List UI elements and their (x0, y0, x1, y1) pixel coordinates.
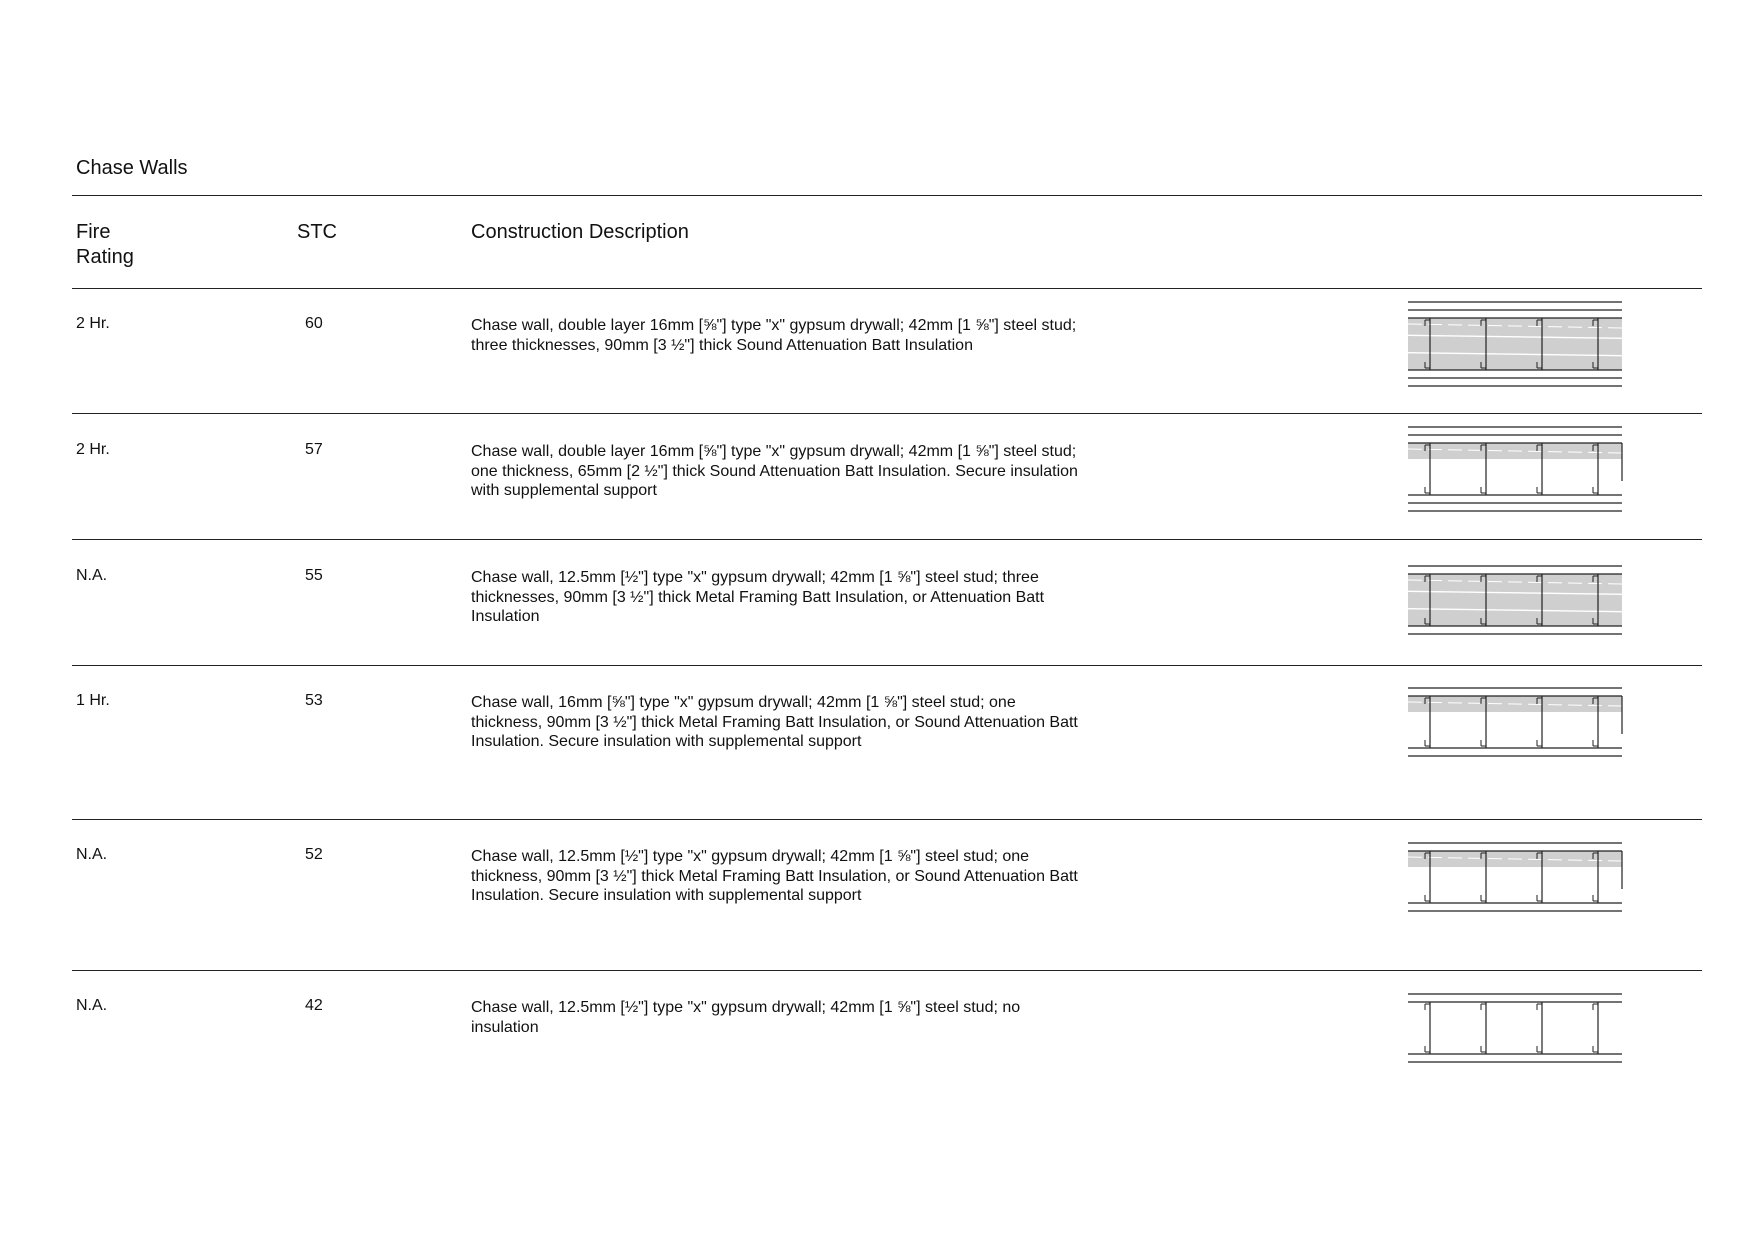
stud-flange-bottom (1593, 1046, 1598, 1052)
wall-section-svg (1400, 564, 1630, 638)
stud-flange-bottom (1537, 895, 1542, 901)
row-5-description: Chase wall, 12.5mm [½"] type "x" gypsum drywall; 42mm [1 ⅝"] steel stud; one thickness, 90mm [3 ½"] thick Metal Framing Batt Insulation, or Sound Attenuation Batt Insulation. Secure insulation with supplemental support (471, 848, 1078, 904)
row-4-wall-diagram (1400, 686, 1630, 760)
row-3-wall-diagram (1400, 564, 1630, 638)
row-6-fire-rating: N.A. (76, 997, 108, 1014)
stud-flange-bottom (1593, 487, 1598, 493)
stud-flange-bottom (1537, 740, 1542, 746)
stud-flange-bottom (1593, 895, 1598, 901)
row-4-description: Chase wall, 16mm [⅝"] type "x" gypsum drywall; 42mm [1 ⅝"] steel stud; one thickness, 90mm [3 ½"] thick Metal Framing Batt Insulation, or Sound Attenuation Batt Insulation. Secure insulation with supplemental support (471, 694, 1078, 750)
stud-flange-bottom (1425, 740, 1430, 746)
wall-section-svg (1400, 686, 1630, 760)
page-title: Chase Walls (76, 157, 188, 179)
stud-flange-bottom (1425, 487, 1430, 493)
stud-flange-bottom (1481, 895, 1486, 901)
row-5-stc: 52 (305, 846, 323, 863)
row-divider (72, 970, 1702, 971)
row-4-stc: 53 (305, 692, 323, 709)
stud-flange-bottom (1481, 487, 1486, 493)
row-1-wall-diagram (1400, 300, 1630, 390)
row-2-wall-diagram (1400, 425, 1630, 515)
header-stc: STC (297, 221, 337, 243)
stud-flange-top (1593, 1004, 1598, 1010)
row-divider (72, 539, 1702, 540)
row-1-description: Chase wall, double layer 16mm [⅝"] type "x" gypsum drywall; 42mm [1 ⅝"] steel stud; three thicknesses, 90mm [3 ½"] thick Sound Attenuation Batt Insulation (471, 317, 1077, 354)
row-3-stc: 55 (305, 567, 323, 584)
wall-section-svg (1400, 300, 1630, 390)
row-6-description: Chase wall, 12.5mm [½"] type "x" gypsum drywall; 42mm [1 ⅝"] steel stud; no insulation (471, 999, 1021, 1036)
stud-flange-bottom (1481, 1046, 1486, 1052)
row-3-fire-rating: N.A. (76, 567, 108, 584)
row-5-fire-rating: N.A. (76, 846, 108, 863)
header-top-rule (72, 195, 1702, 196)
row-divider (72, 819, 1702, 820)
wall-section-svg (1400, 992, 1630, 1066)
row-3-description: Chase wall, 12.5mm [½"] type "x" gypsum drywall; 42mm [1 ⅝"] steel stud; three thicknesses, 90mm [3 ½"] thick Metal Framing Batt Insulation, or Attenuation Batt Insulation (471, 569, 1045, 625)
row-6-wall-diagram (1400, 992, 1630, 1066)
row-1-fire-rating: 2 Hr. (76, 315, 110, 332)
stud-flange-top (1425, 1004, 1430, 1010)
row-6-stc: 42 (305, 997, 323, 1014)
stud-flange-bottom (1425, 1046, 1430, 1052)
stud-flange-bottom (1537, 1046, 1542, 1052)
wall-section-svg (1400, 425, 1630, 515)
stud-flange-bottom (1425, 895, 1430, 901)
row-2-fire-rating: 2 Hr. (76, 441, 110, 458)
header-fire-rating: Fire Rating (76, 221, 134, 268)
stud-flange-bottom (1593, 740, 1598, 746)
row-divider (72, 665, 1702, 666)
row-2-description: Chase wall, double layer 16mm [⅝"] type "x" gypsum drywall; 42mm [1 ⅝"] steel stud; one thickness, 65mm [2 ½"] thick Sound Attenuation Batt Insulation. Secure insulation with supplemental support (471, 443, 1078, 499)
row-divider (72, 413, 1702, 414)
stud-flange-bottom (1481, 740, 1486, 746)
stud-flange-top (1481, 1004, 1486, 1010)
header-construction-description: Construction Description (471, 221, 689, 243)
row-1-stc: 60 (305, 315, 323, 332)
stud-flange-top (1537, 1004, 1542, 1010)
wall-section-svg (1400, 841, 1630, 915)
row-4-fire-rating: 1 Hr. (76, 692, 110, 709)
row-2-stc: 57 (305, 441, 323, 458)
row-5-wall-diagram (1400, 841, 1630, 915)
header-bottom-rule (72, 288, 1702, 289)
stud-flange-bottom (1537, 487, 1542, 493)
